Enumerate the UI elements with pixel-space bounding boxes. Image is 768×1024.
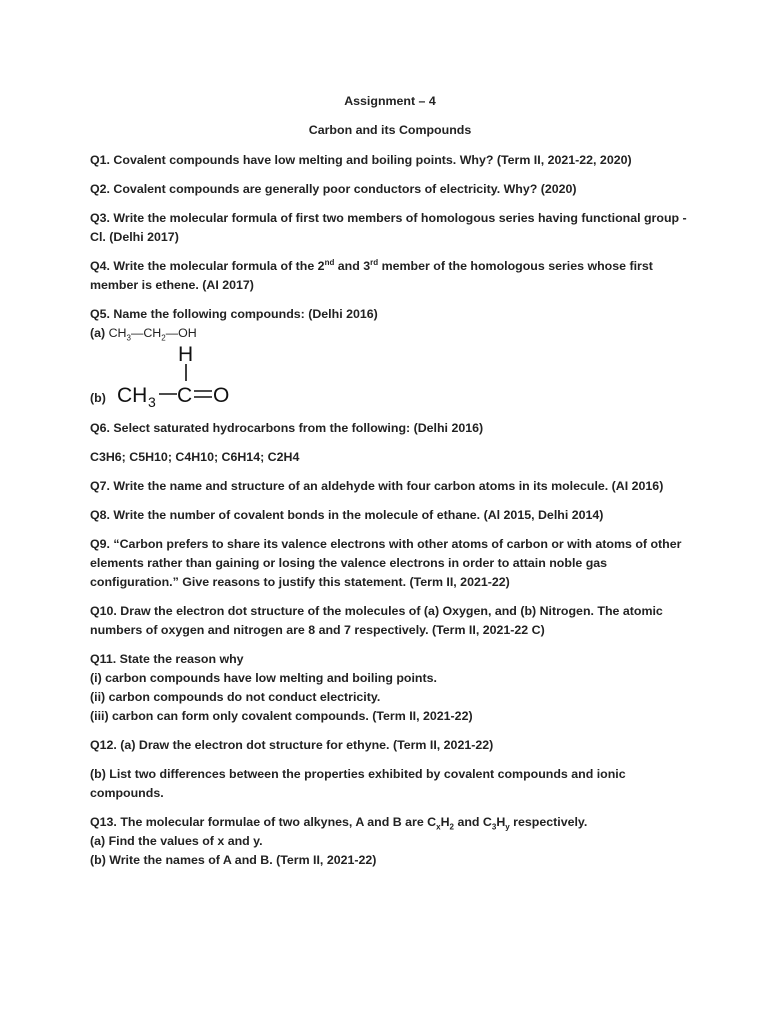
structure-carbon: C	[177, 384, 193, 407]
topic-title: Carbon and its Compounds	[308, 123, 472, 137]
structure-ch: CH	[117, 384, 148, 407]
question-12-part-b: (b) List two differences between the properties exhibited by covalent compounds and ionic compounds.	[90, 767, 626, 800]
question-9: Q9. “Carbon prefers to share its valence electrons with other atoms of carbon or with atoms of other elements rather than gaining or losing the valence electrons in order to attain noble gas configuration.” Give reasons to justify this statement. (Term II, 2021-22)	[90, 537, 682, 589]
question-7-number: Q7.	[90, 479, 110, 493]
question-2: Q2. Covalent compounds are generally poor conductors of electricity. Why? (2020)	[90, 182, 577, 196]
question-13-part-a: (a) Find the values of x and y.	[90, 834, 263, 848]
question-11-text: State the reason why	[116, 652, 244, 666]
question-4	[90, 257, 690, 295]
question-10: Q10. Draw the electron dot structure of the molecules of (a) Oxygen, and (b) Nitrogen. The atomic numbers of oxygen and nitrogen are 8 and 7 respectively. (Term II, 2021-22 C)	[90, 604, 663, 637]
question-13-part-b: (b) Write the names of A and B. (Term II, 2021-22)	[90, 853, 377, 867]
acetaldehyde-structure	[114, 341, 254, 413]
question-13-h1: H	[440, 815, 450, 829]
question-11-part-i: (i) carbon compounds have low melting and boiling points.	[90, 671, 437, 685]
question-1	[90, 151, 690, 170]
question-13-h2: H	[496, 815, 506, 829]
ethanol-formula-b2: —OH	[165, 326, 197, 340]
ethanol-formula-sub2: 2	[161, 333, 166, 343]
question-13-pre: The molecular formulae of two alkynes, A and B are C	[116, 815, 437, 829]
question-6: Q6. Select saturated hydrocarbons from the following: (Delhi 2016)	[90, 421, 484, 435]
question-13-sub-y: y	[505, 822, 510, 832]
assignment-title: Assignment – 4	[344, 94, 436, 108]
question-13-post: respectively.	[509, 815, 588, 829]
question-13-number: Q13.	[90, 815, 117, 829]
question-11-part-iii: (iii) carbon can form only covalent compounds. (Term II, 2021-22)	[90, 709, 473, 723]
question-5: Q5. Name the following compounds: (Delhi 2016)	[90, 307, 378, 321]
question-6-options: C3H6; C5H10; C4H10; C6H14; C2H4	[90, 450, 300, 464]
question-11-number: Q11.	[90, 652, 117, 666]
ethanol-formula-sub1: 3	[126, 333, 131, 343]
question-13-mid: and C	[454, 815, 492, 829]
question-3: Q3. Write the molecular formula of first two members of homologous series having functional group -Cl. (Delhi 2017)	[90, 211, 687, 244]
ethanol-formula-b1: —CH	[130, 326, 162, 340]
structure-oxygen: O	[213, 384, 230, 407]
ethanol-formula-c1: CH	[108, 326, 127, 340]
question-11	[90, 650, 690, 669]
question-4-mid: and 3	[334, 259, 371, 273]
question-12: Q12. (a) Draw the electron dot structure for ethyne. (Term II, 2021-22)	[90, 738, 494, 752]
question-5-part-a-label: (a)	[90, 326, 109, 340]
structure-sub3: 3	[148, 394, 156, 410]
question-5-part-b-label: (b)	[90, 391, 106, 405]
question-13	[90, 813, 690, 832]
question-4-sup-nd: nd	[324, 257, 335, 267]
question-11-part-ii: (ii) carbon compounds do not conduct electricity.	[90, 690, 381, 704]
question-13-sub-x: x	[436, 822, 441, 832]
question-4-sup-rd: rd	[370, 257, 379, 267]
assignment-page	[90, 93, 690, 870]
question-7	[90, 477, 690, 496]
question-4-pre: Q4. Write the molecular formula of the 2	[90, 259, 325, 273]
question-13-sub-3: 3	[491, 822, 497, 832]
question-4-post: member of the homologous series whose first member is ethene. (AI 2017)	[90, 259, 653, 292]
question-13-sub-2: 2	[449, 822, 454, 832]
question-1-text: Covalent compounds have low melting and boiling points. Why? (Term II, 2021-22, 2020)	[109, 153, 632, 167]
question-5-part-b	[90, 341, 690, 411]
question-7-text: Write the name and structure of an aldehyde with four carbon atoms in its molecule. (AI 2016)	[109, 479, 664, 493]
question-1-number: Q1.	[90, 153, 110, 167]
structure-hydrogen: H	[178, 343, 194, 366]
question-8: Q8. Write the number of covalent bonds in the molecule of ethane. (Al 2015, Delhi 2014)	[90, 508, 604, 522]
